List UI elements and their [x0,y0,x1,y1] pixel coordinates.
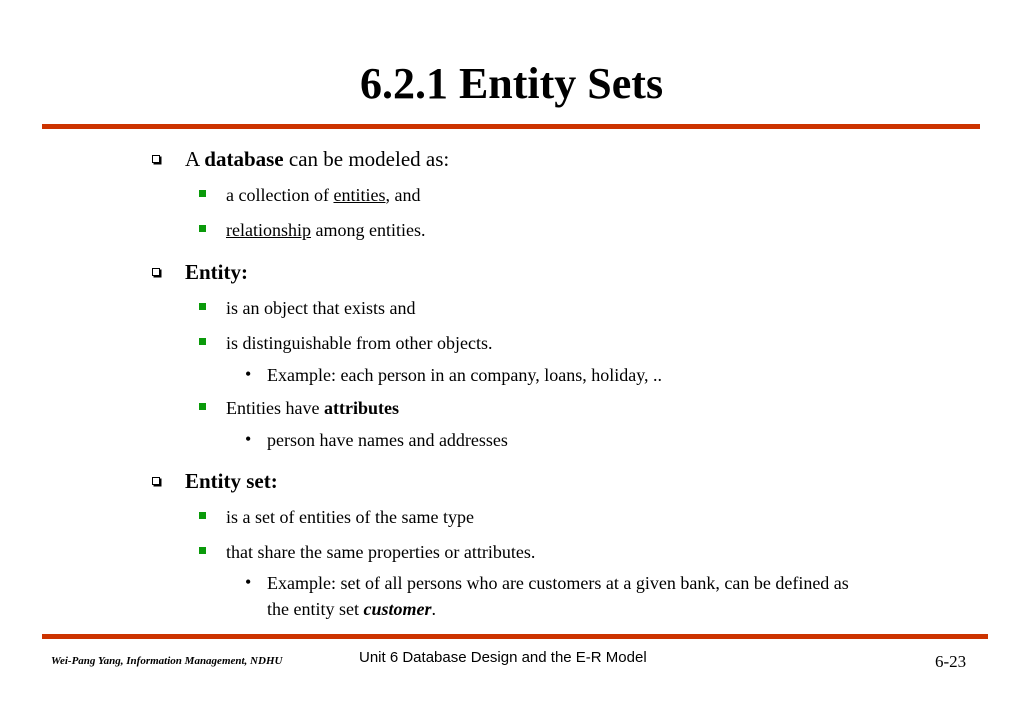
footer-author: Wei-Pang Yang, Information Management, NDHU [51,655,283,667]
sub-bullet-icon [199,190,206,197]
text: the entity set [267,599,364,619]
footer-rule [42,634,988,639]
dot-bullet-icon: • [245,364,252,384]
slide-title: 6.2.1 Entity Sets [359,59,664,108]
section-bullet-icon [152,477,160,485]
list-item [226,183,420,207]
underlined-term: entities [333,185,386,205]
list-item [226,218,425,242]
list-item-continuation [267,597,436,621]
bold-term: attributes [323,398,399,418]
text: among entities. [310,220,426,240]
underlined-term: relationship [226,220,311,240]
list-item: Example: set of all persons who are customers at a given bank, can be defined as [267,573,849,593]
text: A [185,147,205,171]
list-item: is distinguishable from other objects. [226,333,493,353]
text: Entities have [226,398,324,418]
list-item [226,396,399,420]
page-number: 6-23 [935,652,967,671]
section-database [185,146,449,172]
section-bullet-icon [152,155,160,163]
sub-bullet-icon [199,512,206,519]
sub-bullet-icon [199,303,206,310]
sub-bullet-icon [199,547,206,554]
text: . [431,599,436,619]
list-item: person have names and addresses [267,430,508,450]
text: , and [385,185,421,205]
section-entity: Entity: [185,260,248,284]
sub-bullet-icon [199,225,206,232]
text: a collection of [226,185,334,205]
dot-bullet-icon: • [245,429,252,449]
list-item: is a set of entities of the same type [226,507,474,527]
bold-term: database [204,147,284,171]
title-rule [42,124,980,129]
list-item: Example: each person in an company, loans, holiday, .. [267,365,663,385]
dot-bullet-icon: • [245,572,252,592]
sub-bullet-icon [199,338,206,345]
section-entity-set: Entity set: [185,469,278,493]
text: can be modeled as: [283,147,450,171]
list-item: that share the same properties or attributes. [226,542,536,562]
bold-italic-term: customer [363,599,432,619]
section-bullet-icon [152,268,160,276]
list-item: is an object that exists and [226,298,416,318]
sub-bullet-icon [199,403,206,410]
footer-unit: Unit 6 Database Design and the E-R Model [359,649,647,666]
